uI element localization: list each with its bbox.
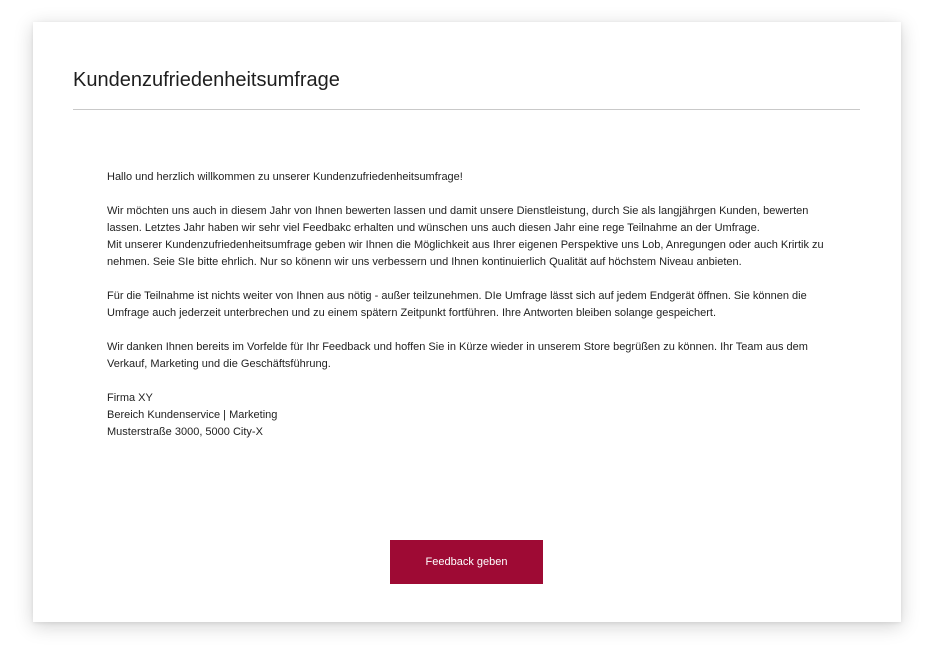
survey-card [33, 22, 901, 622]
signature-department: Bereich Kundenservice | Marketing [107, 409, 278, 421]
intro-paragraph-2: Für die Teilnahme ist nichts weiter von Ihnen aus nötig - außer teilzunehmen. DIe Umfrage lässt sich auf jedem Endgerät öffnen. Sie können die Umfrage auch jederzeit unterbrechen und zu einem spätern Zeitpunkt fortführen. Ihre Antworten bleiben solange gespeichert. [107, 290, 807, 319]
signature-address: Musterstraße 3000, 5000 City-X [107, 426, 263, 438]
intro-paragraph-1b: Mit unserer Kundenzufriedenheitsumfrage geben wir Ihnen die Möglichkeit aus Ihrer eigenen Perspektive uns Lob, Anregungen oder auch Krirtik zu nehmen. Seie SIe bitte ehrlich. Nur so könenn wir uns verbessern und Ihnen kontinuierlich Qualität auf höchstem Niveau anbieten. [107, 239, 824, 268]
survey-intro-text [107, 169, 827, 441]
title-divider [73, 109, 860, 110]
intro-paragraph-3: Wir danken Ihnen bereits im Vorfelde für Ihr Feedback und hoffen Sie in Kürze wieder in unserem Store begrüßen zu können. Ihr Team aus dem Verkauf, Marketing und die Geschäftsführung. [107, 341, 808, 370]
intro-paragraph-1: Wir möchten uns auch in diesem Jahr von Ihnen bewerten lassen und damit unsere Dienstleistung, durch Sie als langjährgen Kunden, bewerten lassen. Letztes Jahr haben wir sehr viel Feedbakc erhalten und wünschen uns auch diesen Jahr eine rege Teilnahme an der Umfrage. [107, 205, 809, 234]
page-title: Kundenzufriedenheitsumfrage [73, 69, 340, 91]
signature-company: Firma XY [107, 392, 153, 404]
feedback-button[interactable]: Feedback geben [390, 540, 543, 584]
greeting-text: Hallo und herzlich willkommen zu unserer Kundenzufriedenheitsumfrage! [107, 171, 463, 183]
